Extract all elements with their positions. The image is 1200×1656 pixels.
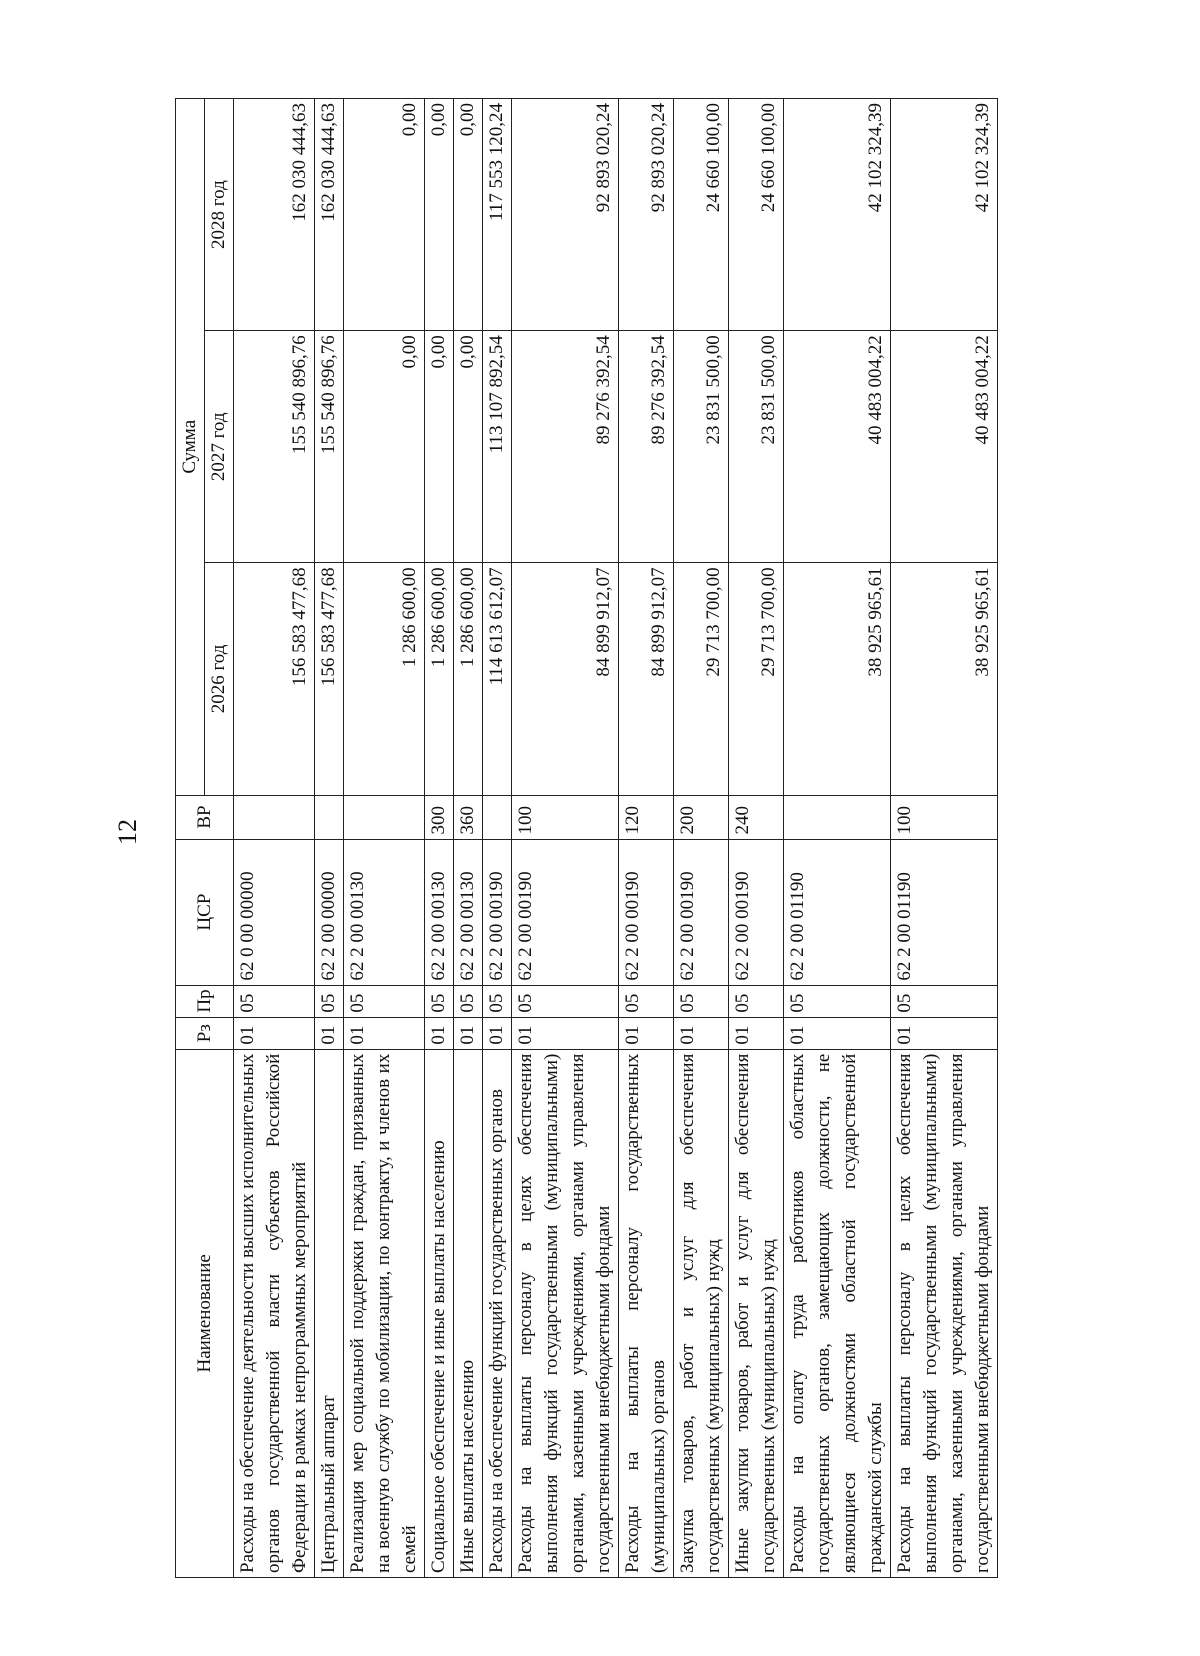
row-vr: 120: [619, 795, 674, 839]
row-sum-2027: 113 107 892,54: [483, 331, 512, 563]
header-year-2028: 2028 год: [205, 99, 234, 331]
row-vr: [784, 795, 891, 839]
row-sum-2028: 24 660 100,00: [674, 99, 729, 331]
table-row: [891, 99, 998, 1578]
header-vr: ВР: [176, 795, 234, 839]
table-body: [234, 99, 998, 1578]
table-row: [454, 99, 483, 1578]
row-pr: 05: [315, 985, 344, 1017]
table-row: [483, 99, 512, 1578]
row-rz: 01: [784, 1017, 891, 1049]
row-rz: 01: [619, 1017, 674, 1049]
row-sum-2028: 42 102 324,39: [891, 99, 998, 331]
rotated-table-container: [175, 98, 1180, 1578]
row-csr: 62 2 00 00130: [454, 839, 483, 985]
row-name: Социальное обеспечение и иные выплаты населению: [425, 1049, 454, 1577]
row-name: Расходы на выплаты персоналу в целях обеспечения выполнения функций государственными (муниципальными) органами, казенными учреждениями, органами управления государственными внебюджетными фондами: [512, 1049, 619, 1577]
row-sum-2026: 29 713 700,00: [674, 563, 729, 795]
table-row: [344, 99, 425, 1578]
row-rz: 01: [512, 1017, 619, 1049]
row-csr: 62 2 00 00190: [674, 839, 729, 985]
row-name: Иные выплаты населению: [454, 1049, 483, 1577]
row-name: Иные закупки товаров, работ и услуг для обеспечения государственных (муниципальных) нужд: [729, 1049, 784, 1577]
row-pr: 05: [891, 985, 998, 1017]
row-sum-2026: 1 286 600,00: [344, 563, 425, 795]
row-sum-2026: 29 713 700,00: [729, 563, 784, 795]
row-sum-2028: 24 660 100,00: [729, 99, 784, 331]
row-name: Закупка товаров, работ и услуг для обеспечения государственных (муниципальных) нужд: [674, 1049, 729, 1577]
row-rz: 01: [344, 1017, 425, 1049]
row-pr: 05: [454, 985, 483, 1017]
table-row: [425, 99, 454, 1578]
row-vr: 360: [454, 795, 483, 839]
row-pr: 05: [425, 985, 454, 1017]
row-vr: 300: [425, 795, 454, 839]
row-name: Расходы на обеспечение деятельности высших исполнительных органов государственной власти субъектов Российской Федерации в рамках непрограммных мероприятий: [234, 1049, 315, 1577]
row-sum-2028: 92 893 020,24: [512, 99, 619, 331]
row-pr: 05: [784, 985, 891, 1017]
row-sum-2026: 84 899 912,07: [619, 563, 674, 795]
row-pr: 05: [619, 985, 674, 1017]
row-sum-2027: 0,00: [344, 331, 425, 563]
row-csr: 62 2 00 01190: [784, 839, 891, 985]
row-sum-2027: 155 540 896,76: [234, 331, 315, 563]
row-vr: 100: [512, 795, 619, 839]
row-rz: 01: [674, 1017, 729, 1049]
row-sum-2026: 84 899 912,07: [512, 563, 619, 795]
row-pr: 05: [674, 985, 729, 1017]
row-sum-2028: 0,00: [344, 99, 425, 331]
row-name: Расходы на выплаты персоналу государственных (муниципальных) органов: [619, 1049, 674, 1577]
row-pr: 05: [729, 985, 784, 1017]
table-row: [512, 99, 619, 1578]
row-sum-2028: 0,00: [454, 99, 483, 331]
row-vr: [315, 795, 344, 839]
row-sum-2026: 38 925 965,61: [784, 563, 891, 795]
row-sum-2027: 40 483 004,22: [891, 331, 998, 563]
row-sum-2028: 42 102 324,39: [784, 99, 891, 331]
row-sum-2028: 162 030 444,63: [234, 99, 315, 331]
row-sum-2027: 89 276 392,54: [512, 331, 619, 563]
row-sum-2027: 89 276 392,54: [619, 331, 674, 563]
row-csr: 62 2 00 00000: [315, 839, 344, 985]
budget-table: [175, 98, 998, 1578]
row-sum-2028: 0,00: [425, 99, 454, 331]
table-row: [729, 99, 784, 1578]
table-row: [674, 99, 729, 1578]
table-row: [315, 99, 344, 1578]
row-sum-2027: 23 831 500,00: [674, 331, 729, 563]
row-sum-2027: 0,00: [425, 331, 454, 563]
row-rz: 01: [454, 1017, 483, 1049]
table-row: [784, 99, 891, 1578]
row-name: Расходы на обеспечение функций государственных органов: [483, 1049, 512, 1577]
page-number: 12: [113, 819, 142, 845]
row-name: Реализация мер социальной поддержки граждан, призванных на военную службу по мобилизации, по контракту, и членов их семей: [344, 1049, 425, 1577]
row-rz: 01: [483, 1017, 512, 1049]
row-pr: 05: [234, 985, 315, 1017]
row-csr: 62 2 00 00130: [344, 839, 425, 985]
header-row: [176, 99, 205, 1578]
row-vr: [344, 795, 425, 839]
row-name: Расходы на оплату труда работников областных государственных органов, замещающих должности, не являющиеся должностями областной государственной гражданской службы: [784, 1049, 891, 1577]
header-pr: Пр: [176, 985, 234, 1017]
row-vr: 200: [674, 795, 729, 839]
row-sum-2027: 23 831 500,00: [729, 331, 784, 563]
row-vr: [483, 795, 512, 839]
row-csr: 62 2 00 00130: [425, 839, 454, 985]
row-vr: 240: [729, 795, 784, 839]
row-rz: 01: [234, 1017, 315, 1049]
table-row: [619, 99, 674, 1578]
row-sum-2028: 92 893 020,24: [619, 99, 674, 331]
row-csr: 62 2 00 00190: [483, 839, 512, 985]
row-csr: 62 2 00 00190: [619, 839, 674, 985]
row-sum-2026: 1 286 600,00: [454, 563, 483, 795]
row-sum-2028: 162 030 444,63: [315, 99, 344, 331]
row-vr: 100: [891, 795, 998, 839]
row-sum-2027: 40 483 004,22: [784, 331, 891, 563]
row-rz: 01: [891, 1017, 998, 1049]
row-sum-2026: 38 925 965,61: [891, 563, 998, 795]
header-year-2026: 2026 год: [205, 563, 234, 795]
row-sum-2026: 156 583 477,68: [234, 563, 315, 795]
row-sum-2027: 155 540 896,76: [315, 331, 344, 563]
header-year-2027: 2027 год: [205, 331, 234, 563]
row-pr: 05: [512, 985, 619, 1017]
row-sum-2027: 0,00: [454, 331, 483, 563]
row-rz: 01: [425, 1017, 454, 1049]
row-vr: [234, 795, 315, 839]
row-pr: 05: [483, 985, 512, 1017]
row-pr: 05: [344, 985, 425, 1017]
row-rz: 01: [315, 1017, 344, 1049]
table-row: [234, 99, 315, 1578]
row-csr: 62 2 00 01190: [891, 839, 998, 985]
header-csr: ЦСР: [176, 839, 234, 985]
row-rz: 01: [729, 1017, 784, 1049]
row-csr: 62 0 00 00000: [234, 839, 315, 985]
row-sum-2026: 114 613 612,07: [483, 563, 512, 795]
header-rz: Рз: [176, 1017, 234, 1049]
row-sum-2028: 117 553 120,24: [483, 99, 512, 331]
header-name: Наименование: [176, 1049, 234, 1577]
row-csr: 62 2 00 00190: [512, 839, 619, 985]
row-sum-2026: 1 286 600,00: [425, 563, 454, 795]
row-name: Расходы на выплаты персоналу в целях обеспечения выполнения функций государственными (муниципальными) органами, казенными учреждениями, органами управления государственными внебюджетными фондами: [891, 1049, 998, 1577]
row-sum-2026: 156 583 477,68: [315, 563, 344, 795]
row-csr: 62 2 00 00190: [729, 839, 784, 985]
header-sum: Сумма: [176, 99, 205, 796]
row-name: Центральный аппарат: [315, 1049, 344, 1577]
